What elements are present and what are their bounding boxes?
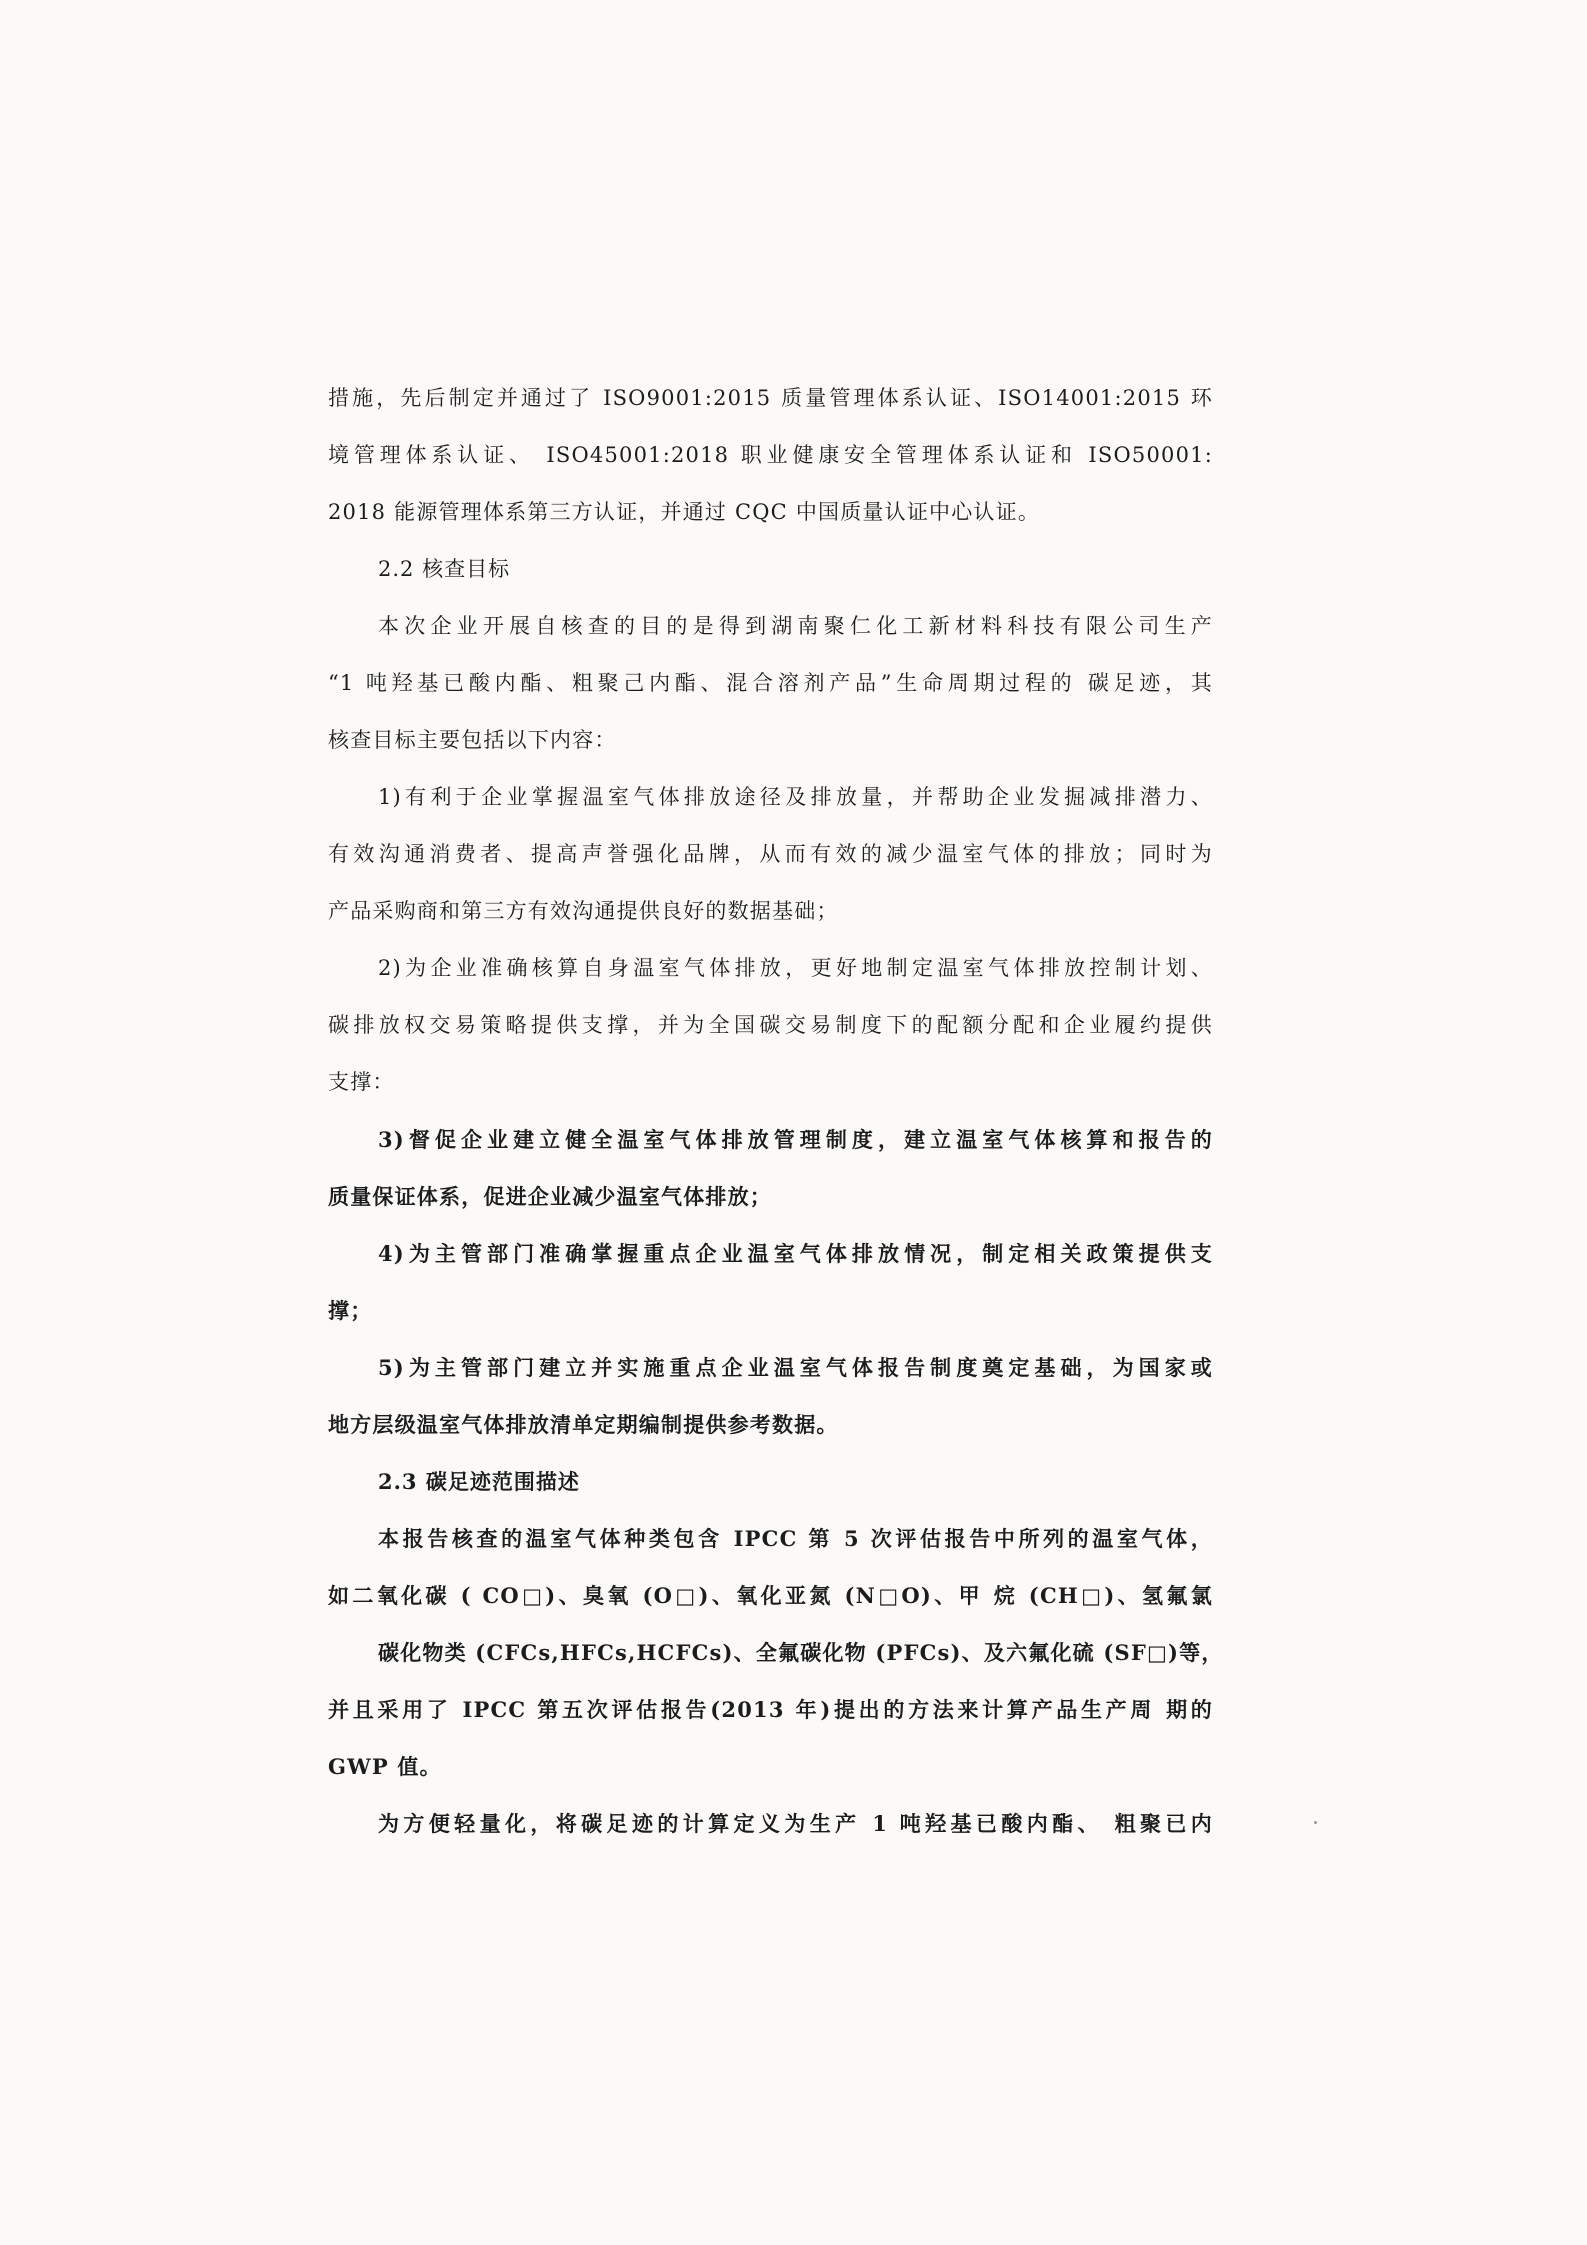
scope-paragraph-line: 如二氧化碳 ( CO□)、臭氧 (O□)、氧化亚氮 (N□O)、甲 烷 (CH□)、氢氟氯 <box>328 1583 1213 1608</box>
goal-item-1-line: 产品采购商和第三方有效沟通提供良好的数据基础； <box>328 899 839 923</box>
goal-item-3-line: 质量保证体系，促进企业减少温室气体排放； <box>328 1184 772 1209</box>
goal-item-4-line: 4)为主管部门准确掌握重点企业温室气体排放情况，制定相关政策提供支 <box>378 1241 1213 1266</box>
goal-item-2-line: 2)为企业准确核算自身温室气体排放，更好地制定温室气体排放控制计划、 <box>378 956 1213 980</box>
goal-item-1-line: 有效沟通消费者、提高声誉强化品牌，从而有效的减少温室气体的排放；同时为 <box>328 842 1213 866</box>
intro-line-2: 境管理体系认证、 ISO45001:2018 职业健康安全管理体系认证和 ISO50001: <box>328 443 1213 467</box>
section-heading-2-3: 2.3 碳足迹范围描述 <box>378 1469 580 1494</box>
goal-item-1-line: 1)有利于企业掌握温室气体排放途径及排放量，并帮助企业发掘减排潜力、 <box>378 785 1213 809</box>
scope-paragraph-line: 碳化物类 (CFCs,HFCs,HCFCs)、全氟碳化物 (PFCs)、及六氟化硫 (SF□)等， <box>378 1640 1224 1665</box>
document-body <box>328 370 1224 1852</box>
goal-item-2-line: 支撑： <box>328 1070 395 1094</box>
goal-item-2-line: 碳排放权交易策略提供支撑，并为全国碳交易制度下的配额分配和企业履约提供 <box>328 1013 1213 1037</box>
goal-item-5-line: 地方层级温室气体排放清单定期编制提供参考数据。 <box>328 1412 839 1437</box>
goal-paragraph-line: 核查目标主要包括以下内容： <box>328 728 617 752</box>
section-heading-2-2: 2.2 核查目标 <box>378 557 511 581</box>
goal-item-5-line: 5)为主管部门建立并实施重点企业温室气体报告制度奠定基础，为国家或 <box>378 1355 1213 1380</box>
goal-item-4-line: 撑； <box>328 1298 373 1323</box>
goal-paragraph-line: 本次企业开展自核查的目的是得到湖南聚仁化工新材料科技有限公司生产 <box>378 614 1213 638</box>
scan-speck <box>1314 1821 1317 1824</box>
scope-paragraph-line: GWP 值。 <box>328 1754 442 1779</box>
intro-line-3: 2018 能源管理体系第三方认证，并通过 CQC 中国质量认证中心认证。 <box>328 500 1041 524</box>
goal-paragraph-line: “1 吨羟基已酸内酯、粗聚己内酯、混合溶剂产品”生命周期过程的 碳足迹，其 <box>328 671 1213 695</box>
scope-paragraph-2-line: 为方便轻量化，将碳足迹的计算定义为生产 1 吨羟基已酸内酯、 粗聚已内 <box>378 1811 1213 1836</box>
goal-item-3-line: 3)督促企业建立健全温室气体排放管理制度，建立温室气体核算和报告的 <box>378 1127 1213 1152</box>
scope-paragraph-line: 本报告核查的温室气体种类包含 IPCC 第 5 次评估报告中所列的温室气体， <box>378 1526 1213 1551</box>
scope-paragraph-line: 并且采用了 IPCC 第五次评估报告(2013 年)提出的方法来计算产品生产周 期的 <box>328 1697 1213 1722</box>
intro-line-1: 措施，先后制定并通过了 ISO9001:2015 质量管理体系认证、ISO14001:2015 环 <box>328 386 1213 410</box>
